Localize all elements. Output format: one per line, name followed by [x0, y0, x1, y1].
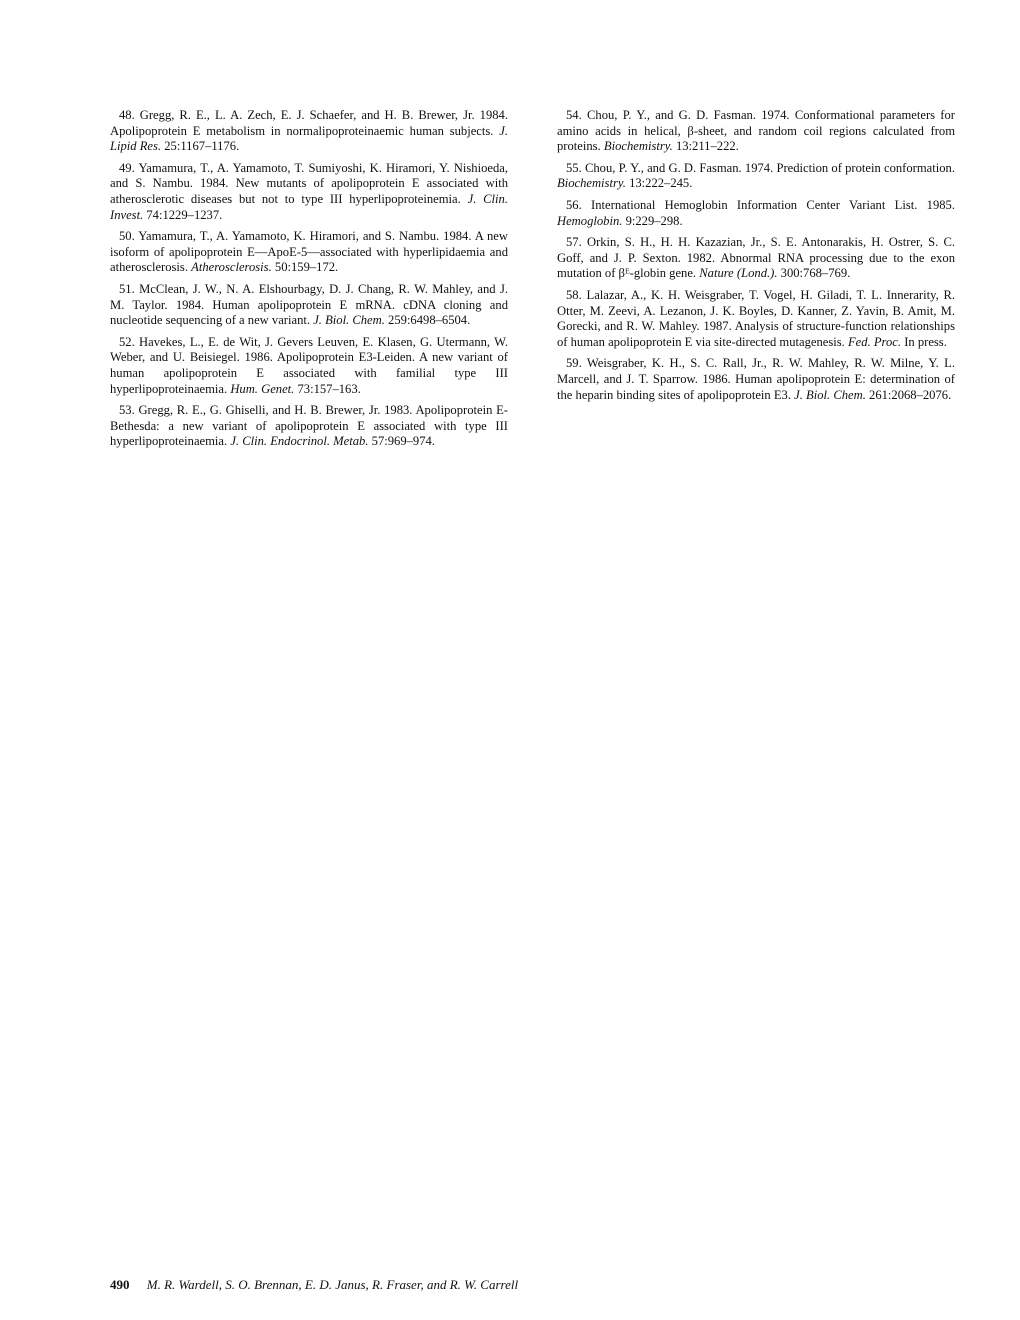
reference-number: 57. [566, 235, 582, 250]
reference-journal: Fed. Proc. [847, 334, 902, 349]
reference-number: 55. [566, 160, 582, 175]
reference-journal: J. Clin. Invest. [110, 191, 508, 222]
reference-journal: Biochemistry. [557, 176, 626, 191]
reference-number: 51. [119, 281, 135, 296]
reference-text: Chou, P. Y., and G. D. Fasman. 1974. Conformational parameters for amino acids in helical, β-sheet, and random coil regions calculated from proteins. [557, 108, 955, 154]
reference-52 [110, 335, 508, 397]
reference-volume-pages: 9:229–298. [625, 213, 683, 228]
reference-number: 58. [566, 287, 582, 302]
reference-49 [110, 161, 508, 223]
page-footer [110, 1277, 518, 1293]
reference-text: Yamamura, T., A. Yamamoto, T. Sumiyoshi, K. Hiramori, Y. Nishioeda, and S. Nambu. 1984. New mutants of apolipoprotein E associated with atherosclerotic diseases but not to type III hyperlipoproteinemia. [110, 160, 508, 206]
reference-number: 49. [119, 160, 135, 175]
page-number: 490 [110, 1277, 130, 1292]
reference-number: 59. [566, 356, 582, 371]
reference-journal: J. Biol. Chem. [794, 387, 866, 402]
reference-journal: Nature (Lond.). [699, 266, 778, 281]
reference-59 [557, 356, 955, 403]
reference-journal: Hemoglobin. [557, 213, 623, 228]
reference-journal: J. Lipid Res. [110, 123, 508, 154]
reference-number: 54. [566, 108, 582, 122]
reference-volume-pages: 261:2068–2076. [869, 387, 952, 402]
reference-volume-pages: In press. [904, 334, 947, 349]
reference-volume-pages: 300:768–769. [780, 266, 851, 281]
reference-volume-pages: 57:969–974. [371, 434, 435, 449]
reference-journal: Atherosclerosis. [191, 260, 272, 275]
reference-54 [557, 108, 955, 155]
reference-text: Lalazar, A., K. H. Weisgraber, T. Vogel, H. Giladi, T. L. Innerarity, R. Otter, M. Zeevi, A. Lezanon, J. K. Boyles, D. Kanner, Z. Yavin, B. Amit, M. Gorecki, and R. W. Mahley. 1987. Analysis of structure-function relationships of human apolipoprotein E via site-directed mutagenesis. [557, 287, 956, 349]
references-right-column [557, 108, 955, 409]
reference-volume-pages: 13:211–222. [675, 139, 739, 154]
reference-51 [110, 282, 508, 329]
reference-57 [557, 235, 955, 282]
reference-number: 48. [119, 108, 135, 122]
reference-number: 50. [119, 229, 135, 244]
reference-text: McClean, J. W., N. A. Elshourbagy, D. J. Chang, R. W. Mahley, and J. M. Taylor. 1984. Human apolipoprotein E mRNA. cDNA cloning and nucleotide sequencing of a new variant. [110, 281, 508, 328]
reference-volume-pages: 13:222–245. [629, 176, 693, 191]
reference-55 [557, 161, 955, 192]
reference-volume-pages: 259:6498–6504. [388, 313, 471, 328]
reference-number: 52. [119, 334, 135, 349]
reference-48 [110, 108, 508, 155]
reference-number: 53. [119, 403, 135, 418]
reference-volume-pages: 25:1167–1176. [164, 139, 240, 154]
reference-text: Yamamura, T., A. Yamamoto, K. Hiramori, and S. Nambu. 1984. A new isoform of apolipoprotein E—ApoE-5—associated with hyperlipidaemia and atherosclerosis. [110, 229, 508, 275]
reference-text: International Hemoglobin Information Center Variant List. 1985. [591, 197, 955, 212]
running-authors: M. R. Wardell, S. O. Brennan, E. D. Janus, R. Fraser, and R. W. Carrell [146, 1277, 519, 1292]
reference-volume-pages: 50:159–172. [274, 260, 339, 275]
reference-text: Weisgraber, K. H., S. C. Rall, Jr., R. W. Mahley, R. W. Milne, Y. L. Marcell, and J. T. Sparrow. 1986. Human apolipoprotein E: determination of the heparin binding sites of apolipoprotein E3. [557, 356, 956, 402]
reference-journal: Biochemistry. [603, 139, 673, 154]
reference-50 [110, 229, 508, 276]
reference-53 [110, 403, 508, 450]
reference-text: Chou, P. Y., and G. D. Fasman. 1974. Prediction of protein conformation. [584, 160, 955, 175]
references-left-column [110, 108, 508, 456]
reference-journal: J. Clin. Endocrinol. Metab. [230, 434, 369, 449]
reference-text: Orkin, S. H., H. H. Kazazian, Jr., S. E. Antonarakis, H. Ostrer, S. C. Goff, and J. P. Sexton. 1982. Abnormal RNA processing due to the exon mutation of βᴱ-globin gene. [557, 235, 955, 281]
reference-text: Gregg, R. E., L. A. Zech, E. J. Schaefer, and H. B. Brewer, Jr. 1984. Apolipoprotein E metabolism in normalipoproteinaemic human subjects. [110, 108, 508, 138]
reference-journal: Hum. Genet. [230, 381, 295, 396]
reference-58 [557, 288, 955, 350]
reference-journal: J. Biol. Chem. [313, 313, 385, 328]
reference-volume-pages: 73:157–163. [297, 381, 361, 396]
reference-volume-pages: 74:1229–1237. [146, 207, 223, 222]
reference-text: Gregg, R. E., G. Ghiselli, and H. B. Brewer, Jr. 1983. Apolipoprotein E-Bethesda: a new variant of apolipoprotein E associated with type III hyperlipoproteinaemia. [110, 403, 508, 449]
reference-text: Havekes, L., E. de Wit, J. Gevers Leuven, E. Klasen, G. Utermann, W. Weber, and U. Beisiegel. 1986. Apolipoprotein E3-Leiden. A new variant of human apolipoprotein E associated with familial type III hyperlipoproteinaemia. [110, 334, 508, 396]
reference-56 [557, 198, 955, 229]
reference-number: 56. [566, 197, 582, 212]
